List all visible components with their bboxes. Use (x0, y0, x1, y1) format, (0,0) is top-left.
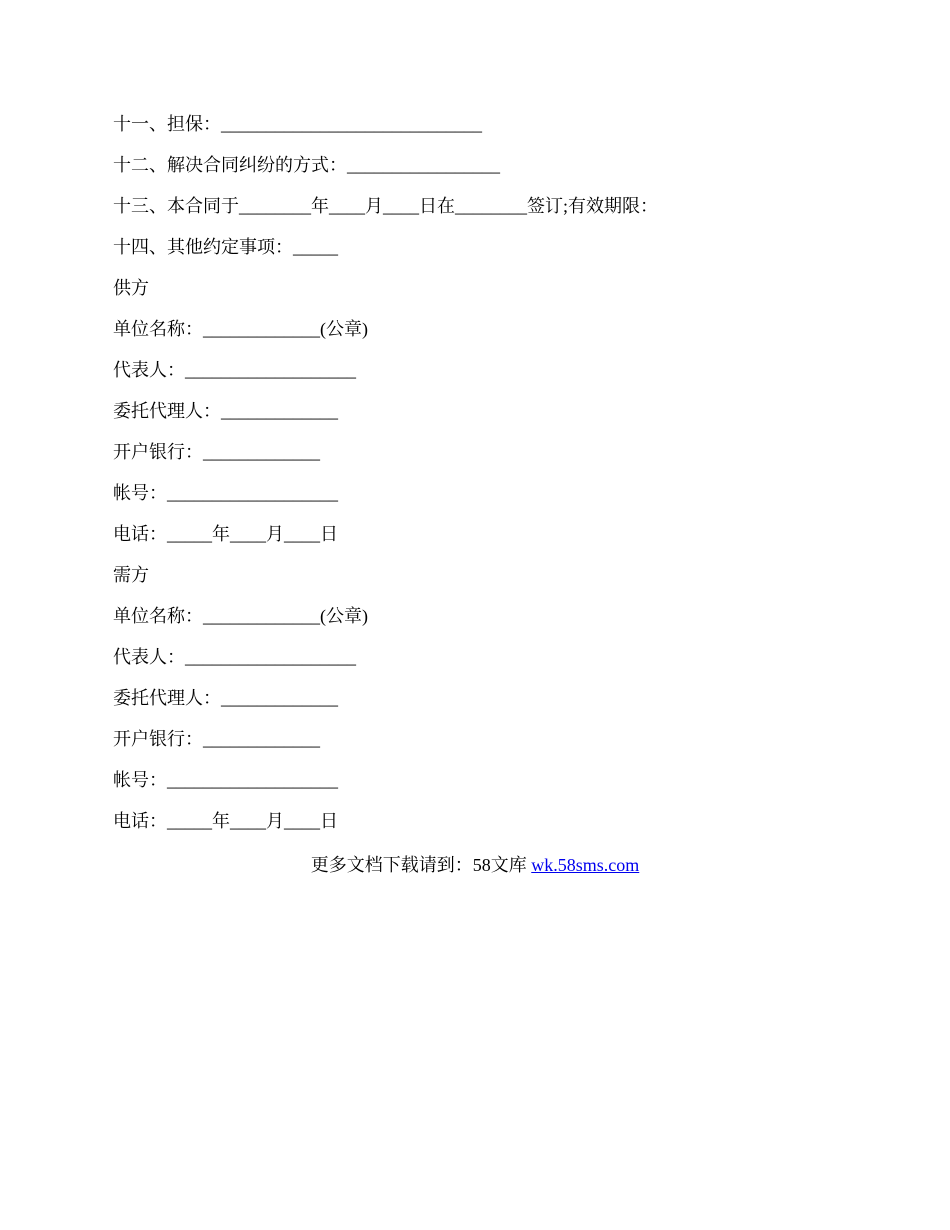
buyer-agent: 委托代理人：_____________ (113, 688, 338, 708)
supplier-heading: 供方 (113, 278, 149, 298)
buyer-account: 帐号：___________________ (113, 770, 338, 790)
supplier-account: 帐号：___________________ (113, 483, 338, 503)
supplier-company-name: 单位名称：_____________(公章) (113, 319, 368, 339)
supplier-bank: 开户银行：_____________ (113, 442, 320, 462)
supplier-agent: 委托代理人：_____________ (113, 401, 338, 421)
footer-text: 更多文档下载请到：58文库 (310, 855, 532, 875)
buyer-bank: 开户银行：_____________ (113, 729, 320, 749)
buyer-phone-date: 电话：_____年____月____日 (113, 811, 338, 831)
document-body (113, 112, 843, 850)
supplier-representative: 代表人：___________________ (113, 360, 356, 380)
footer-link[interactable]: wk.58sms.com (531, 855, 640, 875)
clause-guarantee: 十一、担保：_____________________________ (113, 114, 482, 134)
clause-dispute-resolution: 十二、解决合同纠纷的方式：_________________ (113, 155, 500, 175)
buyer-heading: 需方 (113, 565, 149, 585)
buyer-representative: 代表人：___________________ (113, 647, 356, 667)
clause-other-terms: 十四、其他约定事项：_____ (113, 237, 338, 257)
download-footer (0, 853, 950, 877)
buyer-company-name: 单位名称：_____________(公章) (113, 606, 368, 626)
clause-signing-date: 十三、本合同于________年____月____日在________签订;有效期限： (113, 196, 658, 216)
supplier-phone-date: 电话：_____年____月____日 (113, 524, 338, 544)
